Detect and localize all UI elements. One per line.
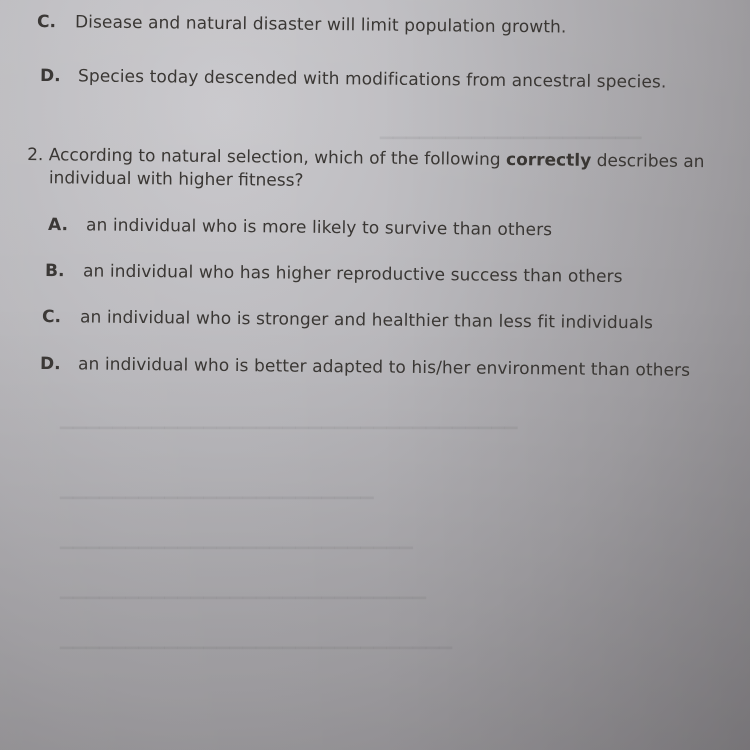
question-number: 2. [27,145,44,166]
option-letter: C. [36,12,57,33]
option-text: Disease and natural disaster will limit population growth. [74,12,567,38]
option-text: an individual who has higher reproductive success than others [82,261,623,288]
option-b [45,261,623,287]
option-text: an individual who is stronger and healthier than less fit individuals [79,307,654,334]
stem-text-before: According to natural selection, which of the following [48,145,507,171]
option-text: an individual who is better adapted to his/her environment than others [77,354,691,381]
stem-text-after: describes an [591,150,705,173]
option-d-previous [40,66,667,93]
option-c [42,307,653,333]
bleed-through-text: ▁▁▁▁▁▁▁▁▁▁▁▁▁▁▁▁▁▁▁▁▁▁▁▁ [60,480,374,500]
option-a [48,215,552,240]
option-letter: D. [39,66,61,87]
option-letter: D. [39,354,61,375]
option-d [40,354,690,381]
option-letter: A. [47,215,69,236]
stem-line-2: individual with higher fitness? [48,168,304,191]
stem-emphasis: correctly [505,150,592,171]
option-text: an individual who is more likely to survive than others [85,215,553,241]
question-2-stem [27,144,727,197]
bleed-through-text: ▁▁▁▁▁▁▁▁▁▁▁▁▁▁▁▁▁▁▁▁▁▁▁▁▁▁▁ [60,530,413,550]
option-letter: B. [44,261,65,282]
bleed-through-text: ▁▁▁▁▁▁▁▁▁▁▁▁▁▁▁▁▁▁▁▁▁▁▁▁▁▁▁▁▁▁ [60,630,453,650]
option-c-previous [37,12,567,38]
bleed-through-text: ▁▁▁▁▁▁▁▁▁▁▁▁▁▁▁▁▁▁▁▁▁▁▁▁▁▁▁▁▁▁▁▁▁▁▁ [60,410,518,430]
bleed-through-text: ▁▁▁▁▁▁▁▁▁▁▁▁▁▁▁▁▁▁▁▁ [380,120,642,140]
option-text: Species today descended with modifications from ancestral species. [77,66,667,93]
option-letter: C. [41,307,62,328]
bleed-through-text: ▁▁▁▁▁▁▁▁▁▁▁▁▁▁▁▁▁▁▁▁▁▁▁▁▁▁▁▁ [60,580,427,600]
